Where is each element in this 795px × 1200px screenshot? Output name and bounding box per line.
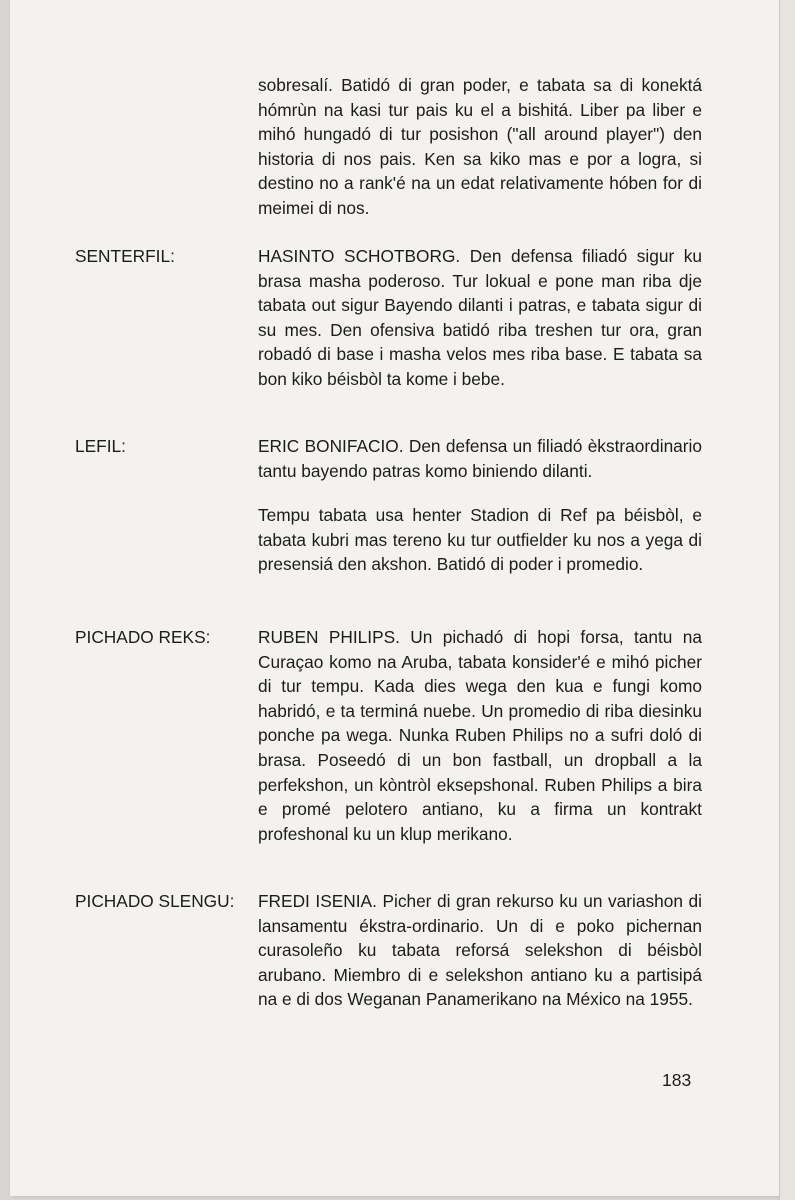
position-label-lefil: LEFIL: [75,436,126,456]
position-label-pichado-reks: PICHADO REKS: [75,627,211,647]
page-right-edge [779,0,795,1200]
paragraph-pichado-reks: RUBEN PHILIPS. Un pichadó di hopi forsa, tantu na Curaçao komo na Aruba, tabata konsider'é e mihó picher di tur tempu. Kada dies wega den kua e fungi komo habridó, e ta terminá nuebe. Un promedio di riba diesinku ponche pa wega. Nunka Ruben Philips no a sufri doló di brasa. Poseedó di un bon fastball, un dropball a la perfekshon, un kòntròl eksepshonal. Ruben Philips a bira e promé pelotero antiano, ku a firma un kontrakt profeshonal ku un klup merikano. [258,627,702,844]
position-label-senterfil: SENTERFIL: [75,246,175,266]
paragraph-continuation: sobresalí. Batidó di gran poder, e tabata sa di konektá hómrùn na kasi tur pais ku el a bishitá. Liber pa liber e mihó hungadó di tur posishon ("all around player") den historia di nos pais. Ken sa kiko mas e por a logra, si destino no a rank'é na un edat relativamente hóben for di meimei di nos. [258,75,702,218]
paragraph-lefil-2: Tempu tabata usa henter Stadion di Ref pa béisbòl, e tabata kubri mas tereno ku tur outfielder ku nos a yega di presensiá den akshon. Batidó di poder i promedio. [258,505,702,575]
book-page [10,0,780,1196]
page-number: 183 [662,1070,692,1090]
paragraph-pichado-slengu: FREDI ISENIA. Picher di gran rekurso ku un variashon di lansamentu ékstra-ordinario. Un di e poko pichernan curasoleño ku tabata reforsá selekshon di béisbòl arubano. Miembro di e selekshon antiano ku a partisipá na e di dos Weganan Panamerikano na México na 1955. [258,891,702,1010]
paragraph-senterfil: HASINTO SCHOTBORG. Den defensa filiadó sigur ku brasa masha poderoso. Tur lokual e pone man riba dje tabata out sigur Bayendo dilanti i patras, e tabata sigur di su mes. Den ofensiva batidó riba treshen tur ora, gran robadó di base i masha velos mes riba base. E tabata sa bon kiko béisbòl ta kome i bebe. [258,246,702,389]
position-label-pichado-slengu: PICHADO SLENGU: [75,891,235,911]
paragraph-lefil-1: ERIC BONIFACIO. Den defensa un filiadó èkstraordinario tantu bayendo patras komo biniendo dilanti. [258,436,702,481]
